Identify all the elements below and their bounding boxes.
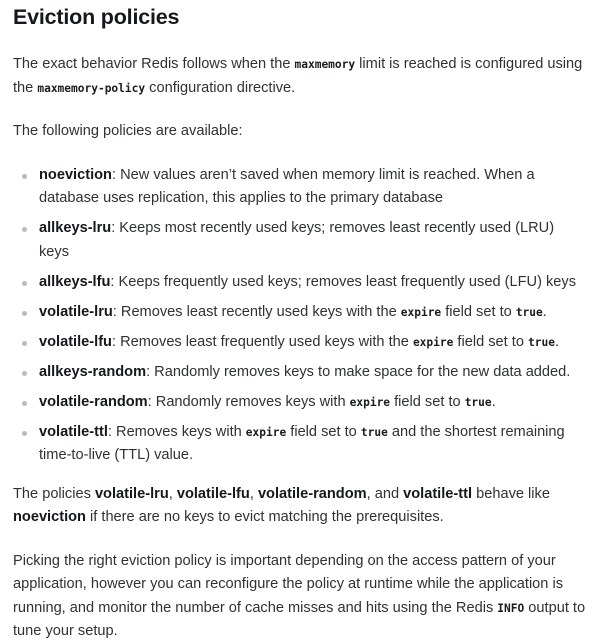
inline-code: true	[515, 305, 543, 319]
policy-name: volatile-random	[39, 393, 148, 410]
policy-name: volatile-ttl	[39, 423, 108, 440]
policies-intro: The following policies are available:	[13, 123, 243, 139]
inline-code: maxmemory-policy	[37, 81, 146, 95]
inline-code: expire	[412, 335, 454, 349]
bullet-icon	[22, 341, 27, 346]
policy-item-volatile-lru: volatile-lru: Removes least recently used keys with the expire field set to true.	[13, 301, 587, 325]
inline-code: expire	[349, 395, 391, 409]
policy-item-volatile-ttl: volatile-ttl: Removes keys with expire field set to true and the shortest remaining time-to-live (TTL) value.	[13, 421, 587, 468]
policy-item-volatile-lfu: volatile-lfu: Removes least frequently used keys with the expire field set to true.	[13, 331, 587, 355]
bullet-icon	[22, 431, 27, 436]
policy-name: noeviction	[39, 166, 112, 183]
policy-item-allkeys-lru: allkeys-lru: Keeps most recently used keys; removes least recently used (LRU) keys	[13, 217, 587, 264]
bullet-icon	[22, 174, 27, 179]
tuning-paragraph: Picking the right eviction policy is important depending on the access pattern of your application, however you can reconfigure the policy at runtime while the application is running, and monitor the number of cache misses and hits using the Redis INFO output to tune your setup.	[13, 552, 586, 639]
policy-name: volatile-lfu	[39, 333, 112, 350]
bullet-icon	[22, 311, 27, 316]
bullet-icon	[22, 401, 27, 406]
section-heading: Eviction policies	[13, 5, 180, 29]
intro-paragraph: The exact behavior Redis follows when the maxmemory limit is reached is configured using the maxmemory-policy configuration directive.	[13, 56, 583, 96]
inline-code: INFO	[497, 601, 525, 615]
behavior-paragraph: The policies volatile-lru, volatile-lfu, volatile-random, and volatile-ttl behave like noeviction if there are no keys to evict matching the prerequisites.	[13, 485, 550, 525]
policy-name: allkeys-random	[39, 363, 147, 380]
policy-item-noeviction: noeviction: New values aren’t saved when memory limit is reached. When a database uses replication, this applies to the primary database	[13, 164, 587, 211]
bullet-icon	[22, 371, 27, 376]
inline-code: true	[360, 425, 388, 439]
inline-code: true	[464, 395, 492, 409]
inline-code: maxmemory	[294, 58, 356, 71]
policy-item-allkeys-random: allkeys-random: Randomly removes keys to make space for the new data added.	[13, 361, 587, 385]
policy-name: allkeys-lfu	[39, 273, 111, 290]
inline-code: expire	[245, 425, 287, 439]
policy-name: volatile-lru	[39, 303, 113, 320]
bullet-icon	[22, 281, 27, 286]
policy-item-allkeys-lfu: allkeys-lfu: Keeps frequently used keys; removes least frequently used (LFU) keys	[13, 271, 587, 295]
policy-list	[13, 164, 587, 468]
inline-code: true	[528, 335, 555, 349]
policy-item-volatile-random: volatile-random: Randomly removes keys with expire field set to true.	[13, 391, 587, 415]
inline-code: expire	[400, 305, 442, 319]
bullet-icon	[22, 227, 27, 232]
policy-name: allkeys-lru	[39, 220, 112, 236]
